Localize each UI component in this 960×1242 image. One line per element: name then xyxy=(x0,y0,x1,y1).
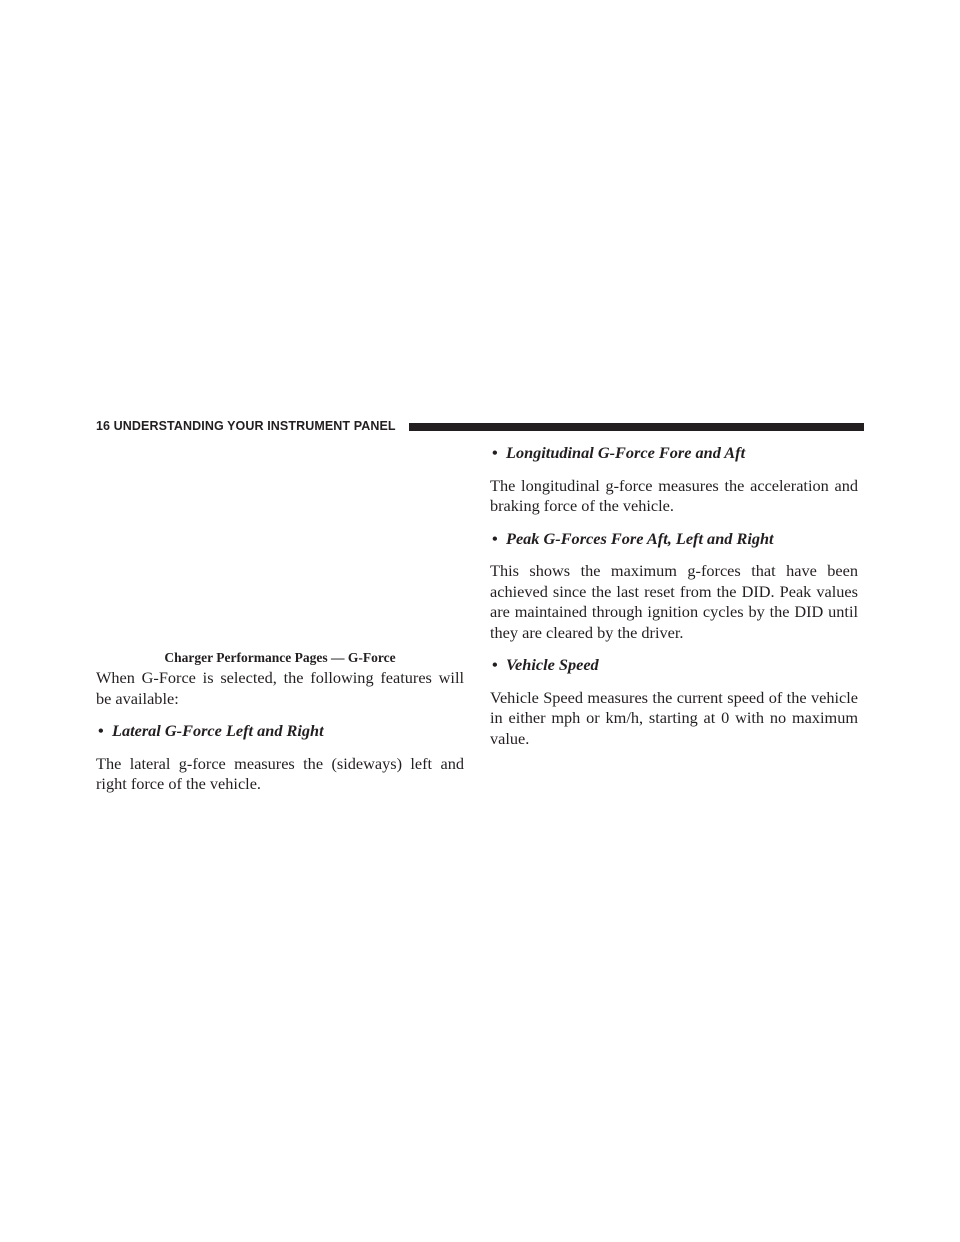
bullet-speed xyxy=(490,655,858,676)
bullet-dot: • xyxy=(98,721,104,740)
bullet-longitudinal-text: Longitudinal G-Force Fore and Aft xyxy=(506,443,746,462)
bullet-dot: • xyxy=(492,528,498,548)
peak-paragraph: This shows the maximum g-forces that have been achieved since the last reset from the DID. Peak values are maintained through ignition cycles by the DID until they are cleared by the driver. xyxy=(490,561,858,642)
left-column xyxy=(96,668,464,807)
right-column xyxy=(490,443,858,761)
bullet-lateral xyxy=(96,721,464,742)
bullet-peak-text: Peak G-Forces Fore Aft, Left and Right xyxy=(506,528,774,548)
figure-caption: Charger Performance Pages — G-Force xyxy=(164,650,396,665)
header-rule xyxy=(409,423,864,431)
intro-paragraph: When G-Force is selected, the following features will be available: xyxy=(96,668,464,708)
speed-paragraph: Vehicle Speed measures the current speed of the vehicle in either mph or km/h, starting at 0 with no maximum value. xyxy=(490,687,858,748)
page-header xyxy=(96,418,864,436)
bullet-speed-text: Vehicle Speed xyxy=(506,655,599,674)
bullet-lateral-text: Lateral G-Force Left and Right xyxy=(112,721,324,740)
bullet-dot: • xyxy=(492,443,498,462)
lateral-paragraph: The lateral g-force measures the (sideways) left and right force of the vehicle. xyxy=(96,753,464,793)
bullet-dot: • xyxy=(492,655,498,674)
bullet-longitudinal xyxy=(490,443,858,464)
bullet-peak xyxy=(490,529,858,550)
figure-placeholder xyxy=(96,445,464,645)
longitudinal-paragraph: The longitudinal g-force measures the acceleration and braking force of the vehicle. xyxy=(490,475,858,515)
page-header-title: 16 UNDERSTANDING YOUR INSTRUMENT PANEL xyxy=(96,419,396,433)
